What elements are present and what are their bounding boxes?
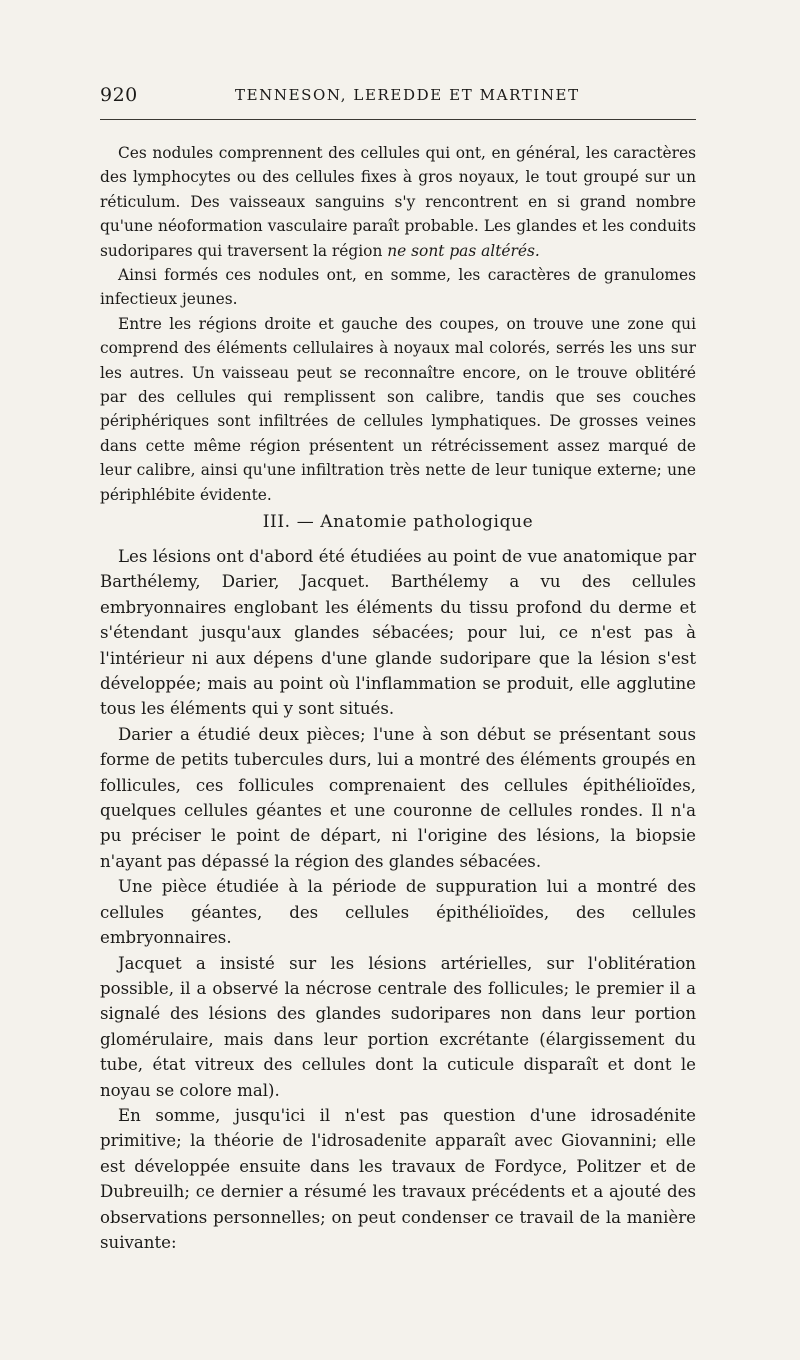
header-rule xyxy=(100,119,696,120)
body-text-block xyxy=(100,544,696,1255)
intro-paragraph-2: Ainsi formés ces nodules ont, en somme, les caractères de granulomes infectieux jeunes. xyxy=(100,266,696,309)
intro-text-block xyxy=(100,141,696,507)
body-paragraph-4: Jacquet a insisté sur les lésions artérielles, sur l'oblitération possible, il a observé la nécrose centrale des follicules; le premier il a signalé des lésions des glandes sudoripares non dans leur portion glomérulaire, mais dans leur portion excrétante (élargissement du tube, état vitreux des cellules dont la cuticule disparaît et dont le noyau se colore mal). xyxy=(100,953,696,1100)
intro-paragraph-1 xyxy=(100,141,696,263)
page-number: 920 xyxy=(100,84,138,106)
intro-paragraph-3: Entre les régions droite et gauche des coupes, on trouve une zone qui comprend des éléments cellulaires à noyaux mal colorés, serrés les uns sur les autres. Un vaisseau peut se reconnaître encore, on le trouve oblitéré par des cellules qui remplissent son calibre, tandis que ses couches périphériques sont infiltrées de cellules lymphatiques. De grosses veines dans cette même région présentent un rétrécissement assez marqué de leur calibre, ainsi qu'une infiltration très nette de leur tunique externe; une périphlébite évidente. xyxy=(100,314,696,504)
page-header xyxy=(100,84,700,112)
intro-paragraph-1-italic: ne sont pas altérés. xyxy=(387,241,540,260)
body-paragraph-3: Une pièce étudiée à la période de suppuration lui a montré des cellules géantes, des cellules épithélioïdes, des cellules embryonnaires. xyxy=(100,877,696,948)
running-head: TENNESON, LEREDDE ET MARTINET xyxy=(235,86,580,104)
body-paragraph-2: Darier a étudié deux pièces; l'une à son début se présentant sous forme de petits tubercules durs, lui a montré des éléments groupés en follicules, ces follicules comprenaient des cellules épithélioïdes, quelques cellules géantes et une couronne de cellules rondes. Il n'a pu préciser le point de départ, ni l'origine des lésions, la biopsie n'ayant pas dépassé la région des glandes sébacées. xyxy=(100,724,696,871)
section-heading: III. — Anatomie pathologique xyxy=(262,512,534,532)
body-paragraph-5: En somme, jusqu'ici il n'est pas question d'une idrosadénite primitive; la théorie de l'idrosadenite apparaît avec Giovannini; elle est développée ensuite dans les travaux de Fordyce, Politzer et de Dubreuilh; ce dernier a résumé les travaux précédents et a ajouté des observations personnelles; on peut condenser ce travail de la manière suivante: xyxy=(100,1105,696,1252)
intro-paragraph-1-text: Ces nodules comprennent des cellules qui ont, en général, les caractères des lymphocytes ou des cellules fixes à gros noyaux, le tout groupé sur un réticulum. Des vaisseaux sanguins s'y rencontrent en si grand nombre qu'une néoformation vasculaire paraît probable. Les glandes et les conduits sudoripares qui traversent la région xyxy=(100,144,696,260)
body-paragraph-1: Les lésions ont d'abord été étudiées au point de vue anatomique par Barthélemy, Darier, Jacquet. Barthélemy a vu des cellules embryonnaires englobant les éléments du tissu profond du derme et s'étendant jusqu'aux glandes sébacées; pour lui, ce n'est pas à l'intérieur ni aux dépens d'une glande sudoripare que la lésion s'est développée; mais au point où l'inflammation se produit, elle agglutine tous les éléments qui y sont situés. xyxy=(100,547,696,719)
